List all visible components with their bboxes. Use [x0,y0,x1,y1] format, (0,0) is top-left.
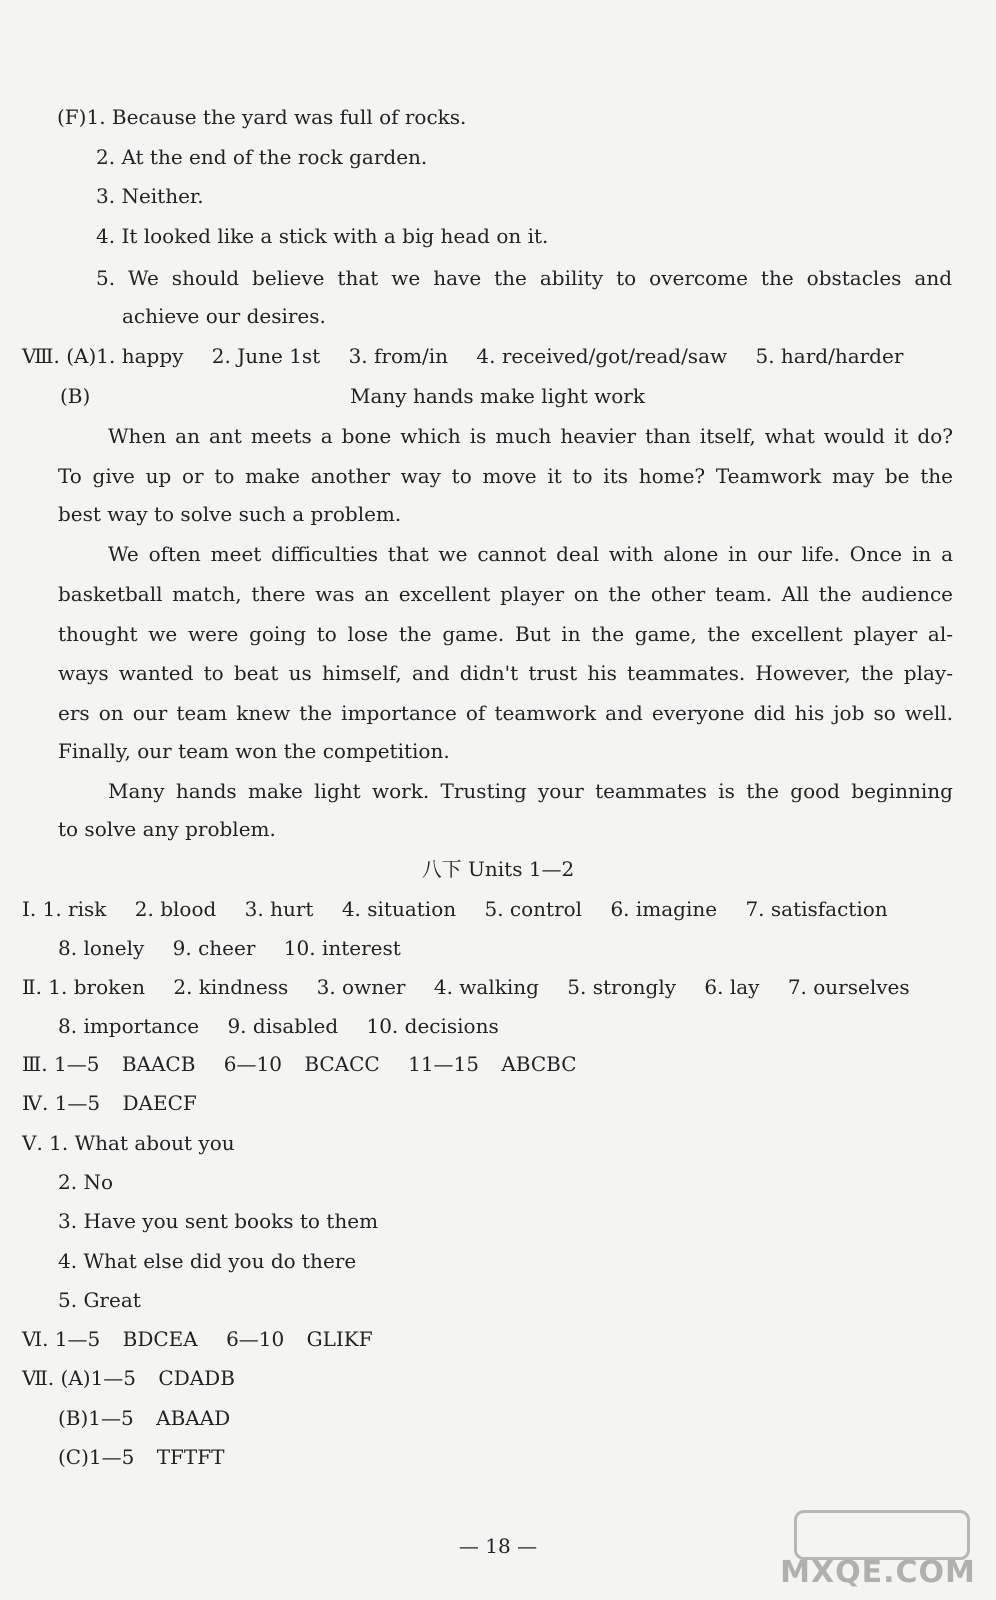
i-item: 8. lonely [58,936,145,960]
answer-f-4: 4. It looked like a stick with a big head on it. [96,224,549,248]
vii-answers: ABAAD [156,1406,231,1430]
ii-item: 4. walking [433,975,539,999]
iv-answers: DAECF [122,1091,197,1115]
i-item: 7. satisfaction [745,897,888,921]
i-item: 6. imagine [610,897,718,921]
i-item: 4. situation [341,897,457,921]
essay-p3-line2: to solve any problem. [58,817,276,841]
watermark-logo [778,1510,978,1590]
unit-heading: 八下 Units 1—2 [421,857,575,881]
ii-item: 3. owner [316,975,406,999]
section-v-4: 4. What else did you do there [58,1249,357,1273]
essay-p3-line1: Many hands make light work. Trusting your teammates is the good beginning [108,779,953,803]
section-viii-a [22,342,903,370]
answer-f-2: 2. At the end of the rock garden. [96,145,428,169]
iii-range: 11—15 [408,1052,479,1076]
section-i-row1 [22,895,888,923]
section-v-2: 2. No [58,1170,113,1194]
watermark-text: MXQE.COM [780,1555,976,1590]
viii-a-4: 4. received/got/read/saw [476,344,728,368]
essay-p2-line5: ers on our team knew the importance of teamwork and everyone did his job so well. [58,701,953,725]
section-vi [22,1325,373,1353]
vi-range: 6—10 [226,1327,285,1351]
watermark-icon [794,1510,970,1560]
section-iii [22,1050,577,1078]
essay-p2-line4: ways wanted to beat us himself, and didn't trust his teammates. However, the play- [58,661,953,685]
iii-range: 6—10 [223,1052,282,1076]
vi-answers: BDCEA [122,1327,198,1351]
viii-a-3: 3. from/in [348,344,449,368]
viii-a-2: 2. June 1st [211,344,321,368]
section-v-5: 5. Great [58,1288,141,1312]
ii-item: 9. disabled [227,1014,339,1038]
vii-answers: CDADB [158,1366,235,1390]
i-item: 3. hurt [244,897,314,921]
section-iv [22,1089,197,1117]
section-v-1: Ⅴ. 1. What about you [22,1131,235,1155]
iii-answers: BCACC [304,1052,380,1076]
iv-range: Ⅳ. 1—5 [22,1091,101,1115]
section-vii-c [58,1443,225,1471]
section-vii-a [22,1364,235,1392]
ii-item: Ⅱ. 1. broken [22,975,145,999]
iii-answers: BAACB [121,1052,196,1076]
vii-answers: TFTFT [156,1445,225,1469]
viii-a-5: 5. hard/harder [755,344,904,368]
ii-item: 6. lay [704,975,760,999]
section-vii-b [58,1404,230,1432]
answer-f-5: 5. We should believe that we have the ability to overcome the obstacles and [96,266,952,290]
i-item: 2. blood [134,897,217,921]
i-item: 5. control [484,897,583,921]
iii-answers: ABCBC [501,1052,577,1076]
vi-answers: GLIKF [306,1327,373,1351]
ii-item: 8. importance [58,1014,200,1038]
essay-p1-line3: best way to solve such a problem. [58,502,402,526]
vii-range: (B)1—5 [58,1406,134,1430]
answer-f-3: 3. Neither. [96,184,204,208]
i-item: 10. interest [283,936,401,960]
answer-f-5-cont: achieve our desires. [122,304,326,328]
vii-range: (C)1—5 [58,1445,135,1469]
section-ii-row1 [22,973,910,1001]
ii-item: 7. ourselves [787,975,910,999]
page-number: — 18 — [458,1534,538,1558]
essay-p2-line3: thought we were going to lose the game. But in the game, the excellent player al- [58,622,953,646]
essay-p2-line1: We often meet difficulties that we cannot deal with alone in our life. Once in a [108,542,953,566]
ii-item: 10. decisions [366,1014,499,1038]
essay-p1-line1: When an ant meets a bone which is much heavier than itself, what would it do? [108,424,953,448]
essay-p1-line2: To give up or to make another way to move it to its home? Teamwork may be the [58,464,953,488]
section-i-row2 [58,934,401,962]
essay-title: Many hands make light work [350,384,645,408]
section-v-3: 3. Have you sent books to them [58,1209,379,1233]
essay-p2-line6: Finally, our team won the competition. [58,739,450,763]
answer-f-1: (F)1. Because the yard was full of rocks. [57,105,467,129]
viii-b-label: (B) [60,384,91,408]
vii-range: Ⅶ. (A)1—5 [22,1366,137,1390]
section-ii-row2 [58,1012,499,1040]
essay-p2-line2: basketball match, there was an excellent player on the other team. All the audience [58,582,953,606]
i-item: 9. cheer [172,936,256,960]
ii-item: 5. strongly [567,975,677,999]
vi-range: Ⅵ. 1—5 [22,1327,101,1351]
iii-range: Ⅲ. 1—5 [22,1052,100,1076]
ii-item: 2. kindness [173,975,289,999]
i-item: Ⅰ. 1. risk [22,897,107,921]
viii-a-1: Ⅷ. (A)1. happy [22,344,184,368]
